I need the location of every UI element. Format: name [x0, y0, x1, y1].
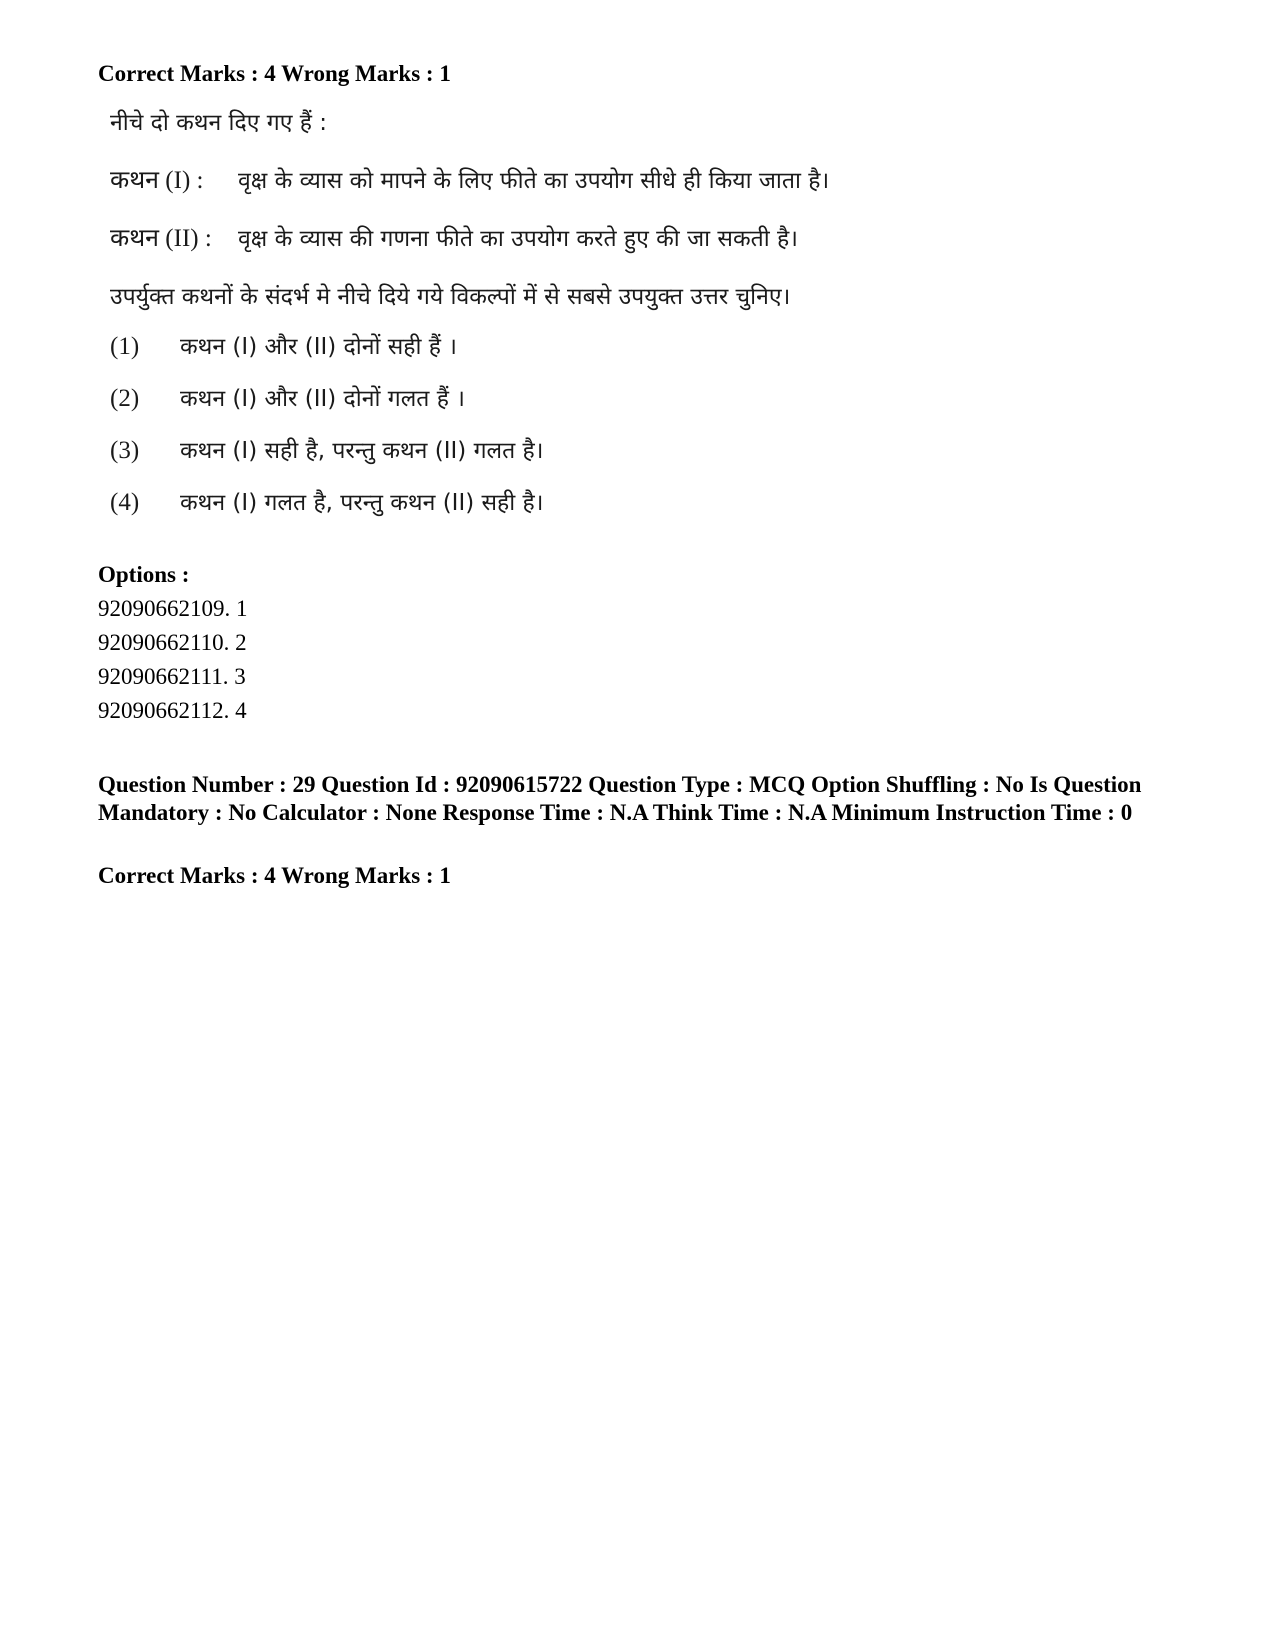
- choice-4-num: (4): [110, 489, 140, 516]
- question-content: [110, 108, 910, 538]
- options-heading: Options :: [98, 562, 190, 587]
- marks-line: Correct Marks : 4 Wrong Marks : 1: [98, 61, 451, 86]
- choice-3: [110, 436, 543, 466]
- choice-3-num: (3): [110, 437, 140, 464]
- statement-1-text: वृक्ष के व्यास को मापने के लिए फीते का उपयोग सीधे ही किया जाता है।: [238, 168, 830, 194]
- choice-2: [110, 384, 465, 414]
- statement-1-label: कथन (I) :: [110, 167, 204, 194]
- choice-2-num: (2): [110, 385, 140, 412]
- choice-4: [110, 488, 543, 518]
- option-row: 92090662111. 3: [98, 664, 246, 689]
- question-instruction: उपर्युक्त कथनों के संदर्भ मे नीचे दिये गये विकल्पों में से सबसे उपयुक्त उत्तर चुनिए।: [110, 284, 791, 310]
- question-intro: नीचे दो कथन दिए गए हैं :: [110, 110, 328, 136]
- choice-2-text: कथन (I) और (II) दोनों गलत हैं ।: [180, 386, 465, 412]
- question-metadata: Question Number : 29 Question Id : 92090615722 Question Type : MCQ Option Shuffling : No Is Question Mandatory : No Calculator : None Response Time : N.A Think Time : N.A Minimum Instruction Time : 0: [98, 772, 1142, 825]
- choice-1-num: (1): [110, 333, 140, 360]
- choice-1-text: कथन (I) और (II) दोनों सही हैं ।: [180, 334, 458, 360]
- choice-4-text: कथन (I) गलत है, परन्तु कथन (II) सही है।: [180, 490, 544, 516]
- choice-1: [110, 332, 457, 362]
- option-row: 92090662109. 1: [98, 596, 248, 621]
- statement-2-text: वृक्ष के व्यास की गणना फीते का उपयोग करते हुए की जा सकती है।: [238, 226, 798, 252]
- statement-2: [110, 224, 798, 254]
- statement-1: [110, 166, 829, 196]
- marks-line: Correct Marks : 4 Wrong Marks : 1: [98, 863, 451, 888]
- choice-3-text: कथन (I) सही है, परन्तु कथन (II) गलत है।: [180, 438, 544, 464]
- option-row: 92090662110. 2: [98, 630, 247, 655]
- statement-2-label: कथन (II) :: [110, 225, 212, 252]
- option-row: 92090662112. 4: [98, 698, 247, 723]
